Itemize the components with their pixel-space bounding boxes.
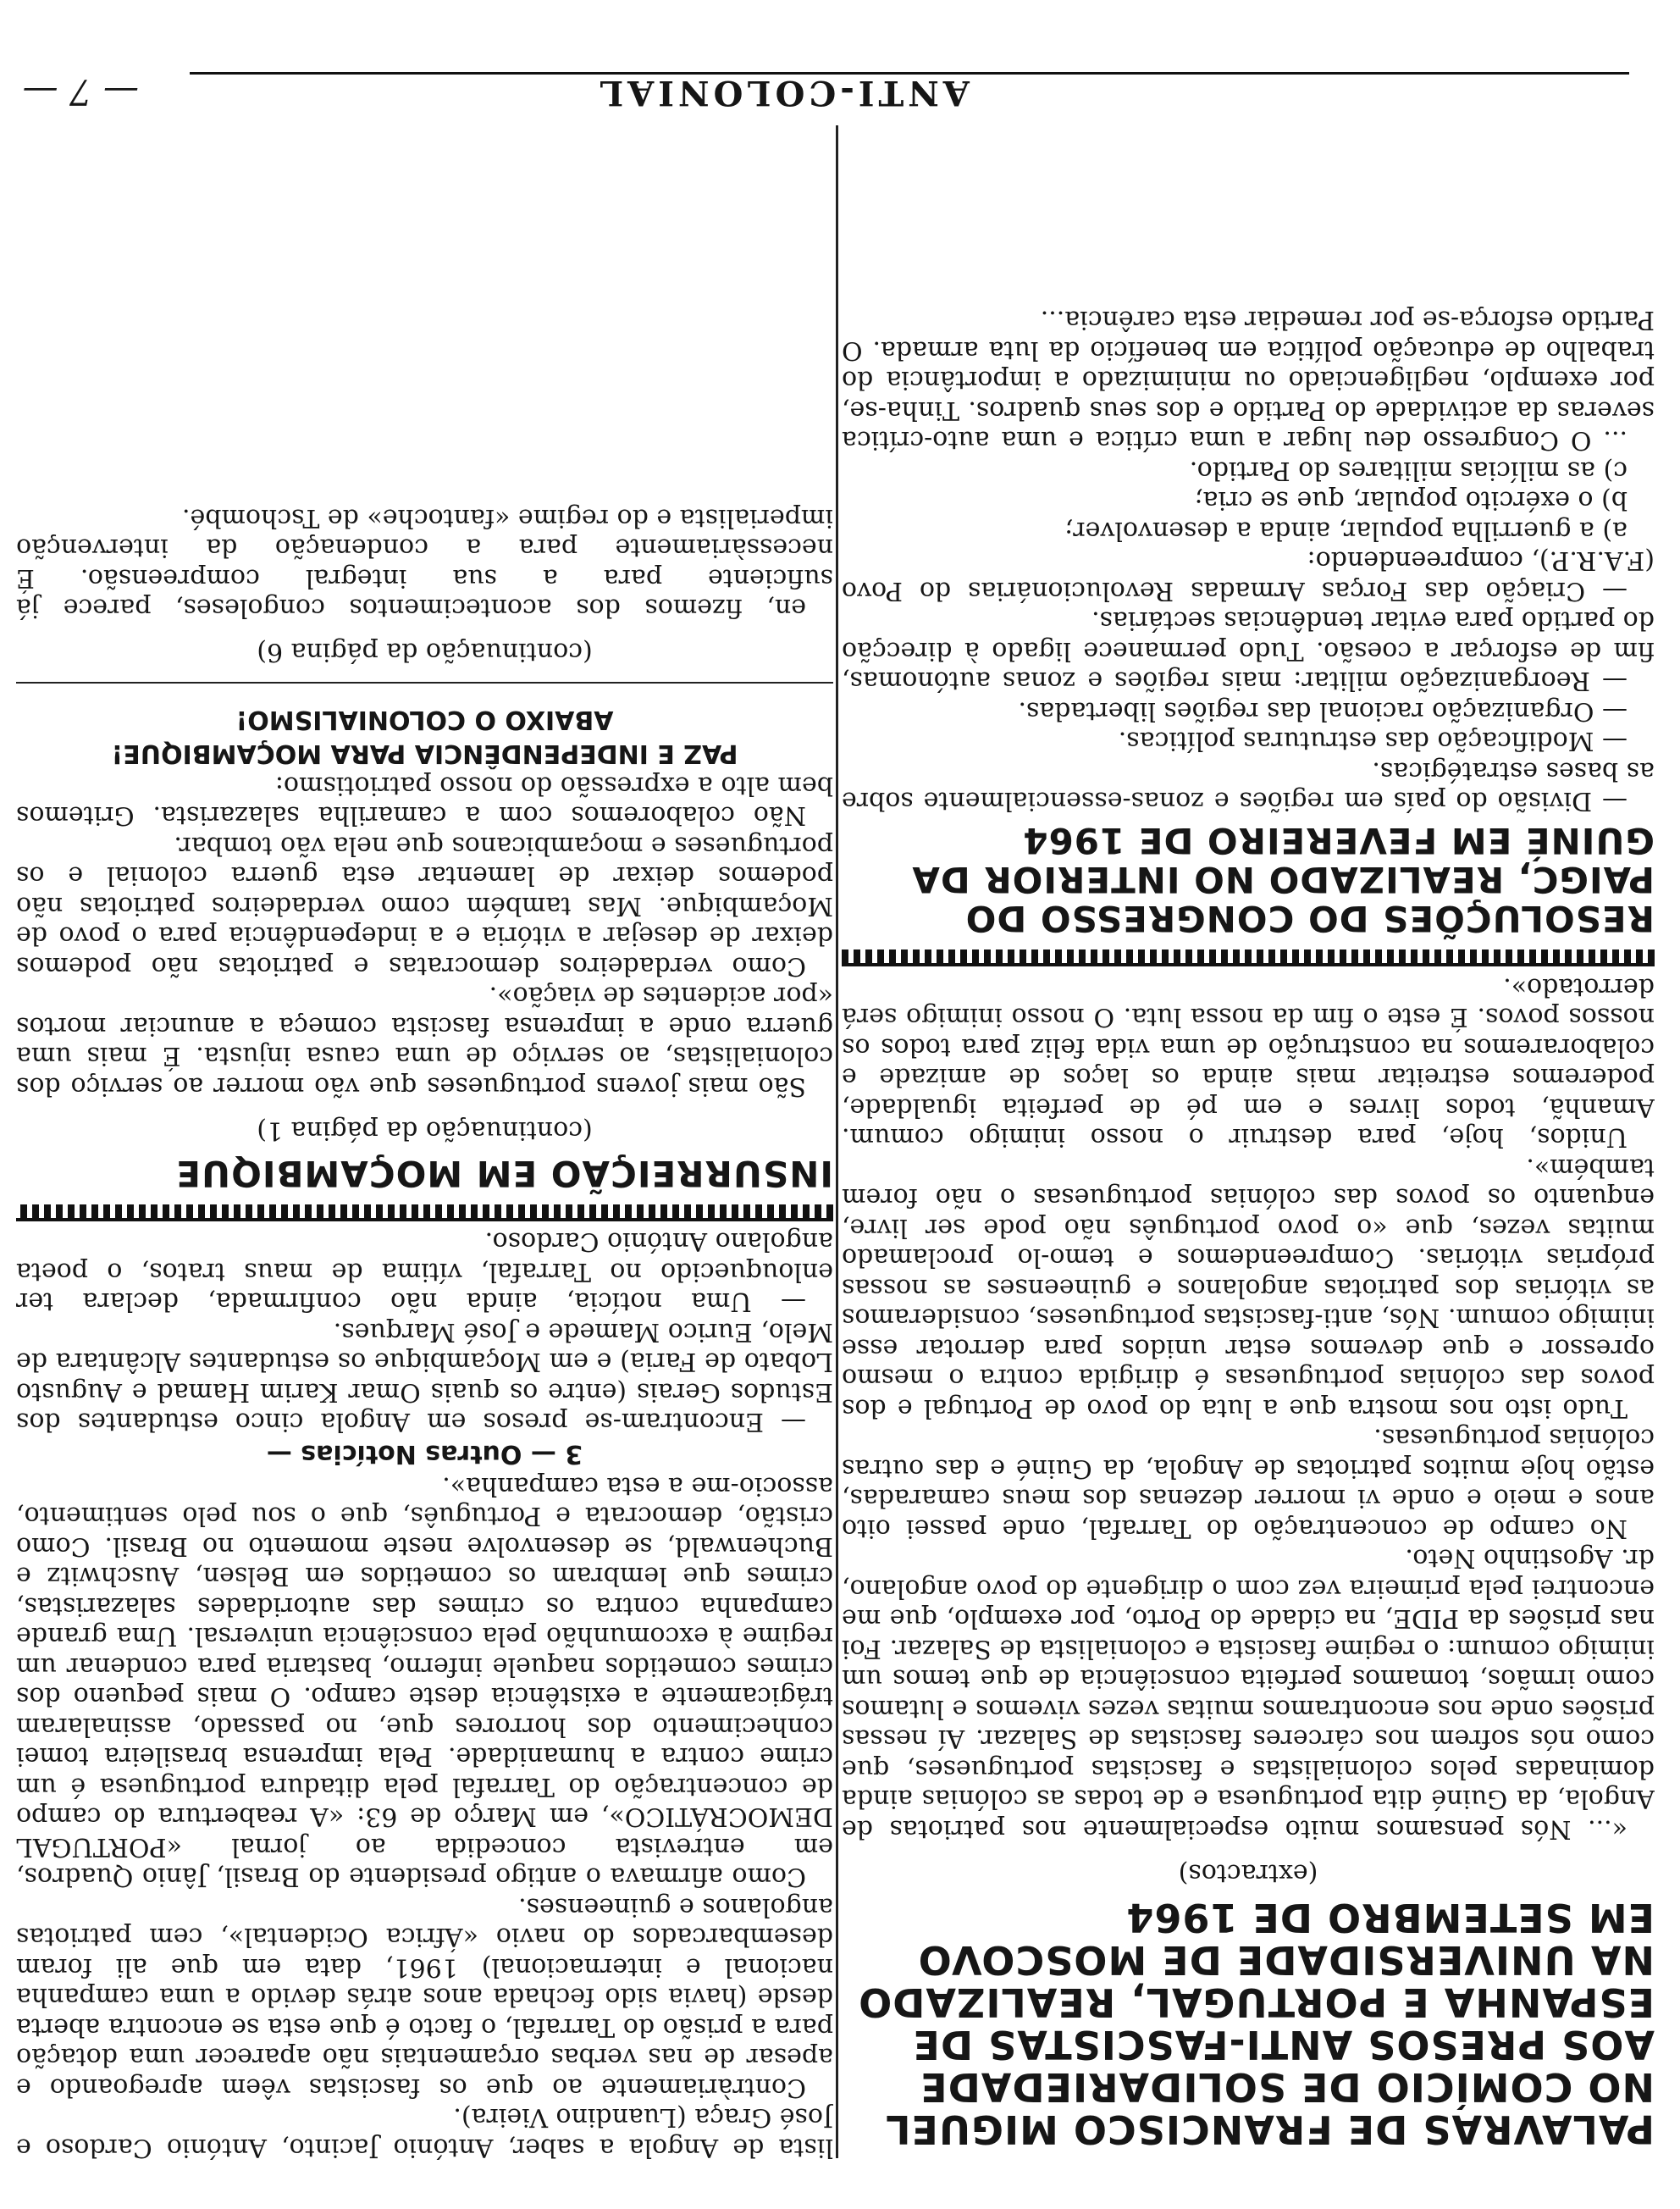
extracts-note: (extractos) [1178, 1858, 1318, 1888]
page-number: — 7 — [22, 71, 139, 113]
article-paragraph: «... Nós pensamos muito especialmente nos patriotas de Angola, da Guiné dita portuguesa e de todas as colónias ainda dominadas pelos colonialistas e fascistas portugueses, que como nós sofrem nos cárceres fascistas de Salazar. Aí nessas prisões onde nos encontramos muitas vezes vivemos e lutamos como irmãos, tomamos perfeita consciência de que temos um inimigo comum: o regime fascista e colonialista de Salazar. Foi nas prisões da PIDE, na cidade do Porto, por exemplo, que me encontrei pela primeira vez com o dirigente do povo angolano, dr. Agostinho Neto. [842, 1543, 1655, 1844]
article-paragraph: São mais jovens portugueses que vão morrer ao serviço dos colonialistas, ao serviço de uma causa injusta. É mais uma guerra onde a imprensa fascista começa a anunciar mortos «por acidentes de viação». [16, 981, 833, 1101]
newspaper-header: ANTI-COLONIAL [595, 73, 970, 113]
article-paragraph: Como verdadeiros democratas e patriotas não podemos deixar de desejar a vitória e a independência para o povo de Moçambique. Mas também como verdadeiros patriotas não podemos deixar de lamentar esta guerra colonial e os portugueses e moçambicanos que nela vão tombar. [16, 831, 833, 981]
section-heading-outras-noticias: 3 — Outras Notícias — [266, 1439, 583, 1470]
wavy-rule [16, 1204, 833, 1221]
headline-resolucoes: RESOLUÇÕES DO CONGRESSO DO PAIGC, REALIZADO NO INTERIOR DA GUINÉ EM FEVEREIRO DE 1964 [911, 820, 1655, 940]
column-divider [836, 125, 838, 2158]
resolution-item: — Criação das Forças Armadas Revolucionárias do Povo (F.A.R.P.), compreendendo: [842, 545, 1655, 606]
resolution-subitem: a) a guerrilha popular, ainda a desenvolver; [1064, 516, 1628, 545]
article-paragraph: en, fizemos dos acontecimentos congoleses, parece já suficiente para a sua integral compreensão. É necessàriamente para a condenação da intervenção imperialista e do regime «fantoche» de Tschombé. [16, 503, 833, 623]
headline-palavras: PALAVRAS DE FRANCISCO MIGUEL NO COMÍCIO DE SOLIDARIEDADE AOS PRESOS ANTI-FASCISTAS DE ESPANHA E PORTUGAL, REALIZADO NA UNIVERSIDADE DE MOSCOVO EM SETEMBRO DE 1964 [858, 1895, 1655, 2152]
news-item: — Encontram-se presos em Angola cinco estudantes dos Estudos Gerais (entre os quais Omar Karim Hamad e Augusto Lobato de Faria) e em Moçambique os estudantes Alcântara de Melo, Eurico Mamede e José Marques. [16, 1317, 833, 1437]
article-paragraph: Contràriamente ao que os fascistas vêem apregoando e apesar de nas verbas orçamentais não aparecer uma dotação para a prisão do Tarrafal, o facto é que esta se encontra aberta desde (havia sido fechada anos atrás devido a uma campanha nacional e internacional) 1961, data em que ali foram desembarcados do navio «África Ocidental», cem patriotas angolanos e guineenses. [16, 1892, 833, 2102]
article-paragraph: Como afirmava o antigo presidente do Brasil, Jânio Quadros, em entrevista concedida ao jornal «PORTUGAL DEMOCRÁTICO», em Março de 63: «A reabertura do campo de concentração do Tarrafal pela ditadura portuguesa é um crime contra a humanidade. Pela imprensa brasileira tomei conhecimento dos horrores que, no passado, assinalaram trágicamente a existência deste campo. O mais pequeno dos crimes cometidos naquele inferno, bastaria para condenar um regime à excomunhão pela consciência universal. Uma grande campanha contra os crimes das autoridades salazaristas, crimes que lembram os cometidos em Belsen, Auschwitz e Buchenwald, se desenvolve neste momento no Brasil. Como cristão, democrata e Português, que o sou pelo sentimento, associo-me a esta campanha». [16, 1471, 833, 1892]
article-paragraph: Não colaboremos com a camarilha salazarista. Gritemos bem alto a expressão do nosso patriotismo: [16, 771, 833, 831]
news-item: — Uma notícia, ainda não confirmada, declara ter enlouquecido no Tarrafal, vítima de maus tratos, o poeta angolano António Cardoso. [16, 1226, 833, 1317]
section-rule [16, 683, 833, 684]
header-rule [190, 72, 1629, 75]
continuation-note: (continuação da página 1) [257, 1116, 593, 1145]
article-paragraph: Unidos, hoje, para destruir o nosso inimigo comum. Amanhã, todos livres e em pé de perfeita igualdade, poderemos estreitar mais ainda os laços de amizade e colaboraremos na construção de uma vida feliz para todos os nossos povos. É este o fim da nossa luta. O nosso inimigo será derrotado». [842, 972, 1655, 1153]
right-column [842, 130, 1655, 2162]
resolution-item: ... O Congresso deu lugar a uma crítica e uma auto-crítica severas da actividade do Partido e dos seus quadros. Tinha-se, por exemplo, negligenciado ou minimizado a importância do trabalho de educação política em benefício da luta armada. O Partido esforça-se por remediar esta carência... [842, 305, 1655, 456]
left-column [16, 130, 833, 2162]
wavy-rule [842, 950, 1655, 967]
continuation-note: (continuação da página 6) [257, 637, 593, 667]
article-paragraph: No campo de concentração do Tarrafal, onde passei oito anos e meio e onde vi morrer dezenas dos meus camaradas, estão hoje muitos patriotas de Angola, da Guiné e das outras colónias portuguesas. [842, 1423, 1655, 1543]
resolution-subitem: b) o exército popular, que se cria; [1194, 485, 1628, 516]
resolution-item: — Modificação das estruturas políticas. [1118, 726, 1628, 756]
slogan-paz: PAZ E INDEPENDÊNCIA PARA MOÇAMBIQUE! [111, 739, 738, 769]
resolution-subitem: c) as milícias militares do Partido. [1189, 456, 1628, 485]
resolution-item: — Divisão do país em regiões e zonas-essencialmente sobre as bases estratégicas. [842, 756, 1655, 817]
slogan-abaixo: ABAIXO O COLONIALISMO! [235, 705, 614, 735]
resolution-item: — Reorganização militar: mais regiões e zonas autónomas, fim de esforçar a coesão. Tudo permanece ligado à direcção do partido para evitar tendências sectárias. [842, 606, 1655, 696]
resolution-item: — Organização racional das regiões libertadas. [1018, 696, 1628, 726]
intro-text: lista de Angola a saber, António Jacinto, António Cardoso e José Graça (Luandino Vieira). [16, 2102, 833, 2162]
headline-insurreicao: INSURREIÇÃO EM MOÇAMBIQUE [175, 1153, 833, 1194]
article-paragraph: Tudo isto nos mostra que a luta do povo de Portugal e dos povos das colónias portuguesas é dirigida contra o mesmo opressor e que devemos estar unidos para derrotar esse inimigo comum. Nós, anti-fascistas portugueses, consideramos as vitórias dos patriotas angolanos e guineenses as nossas próprias vitórias. Compreendemos e temo-lo proclamado muitas vezes, que «o povo português não pode ser livre, enquanto os povos das colónias portuguesas o não forem também». [842, 1153, 1655, 1423]
